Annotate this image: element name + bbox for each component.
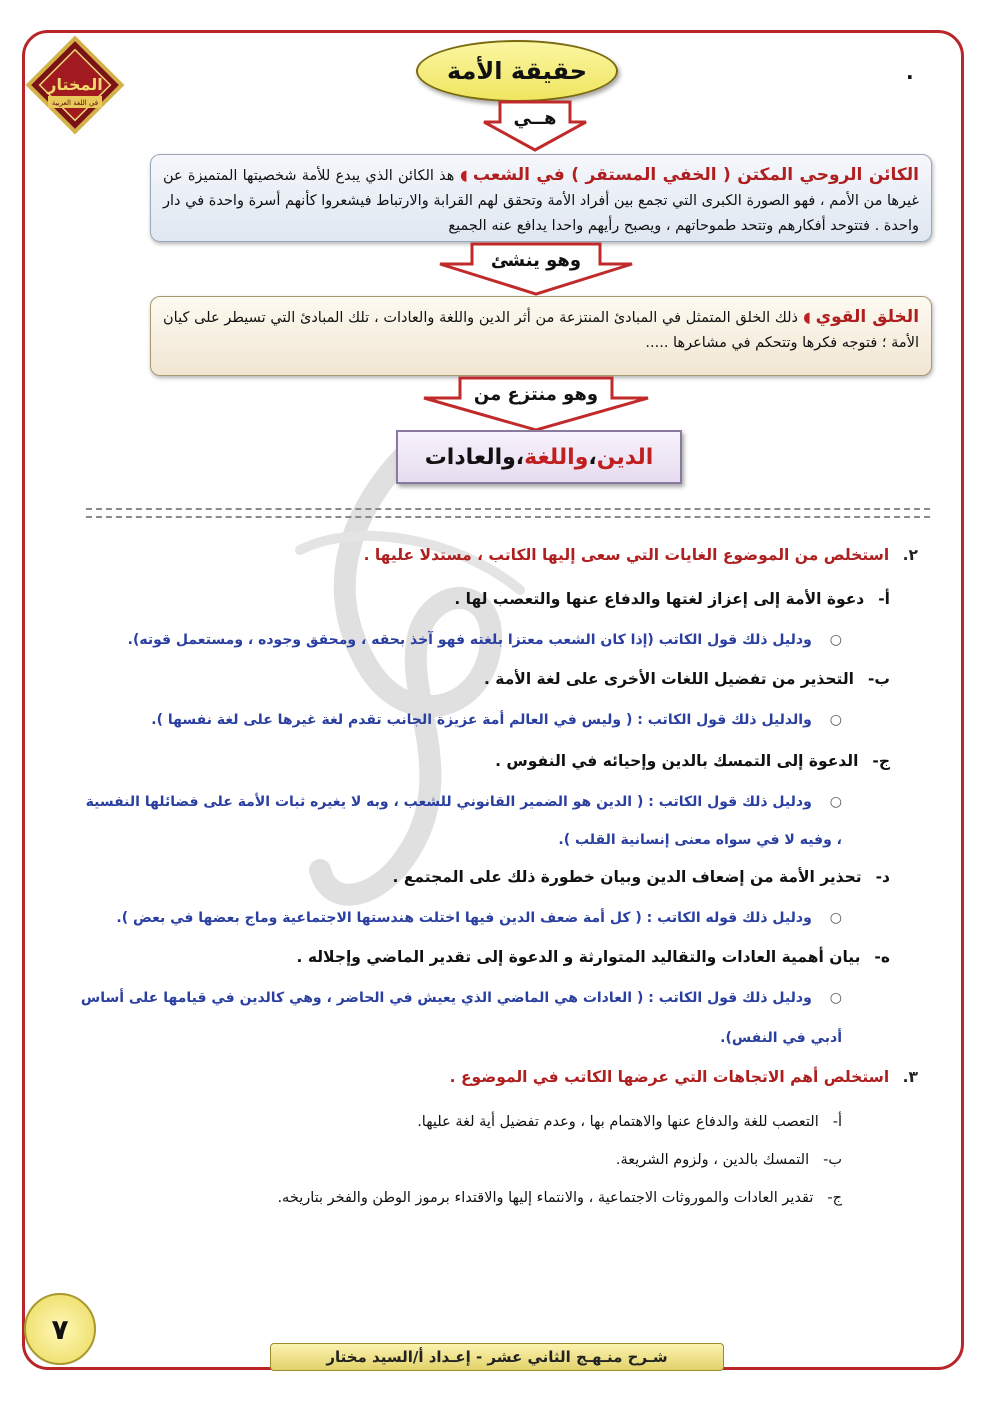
- morality-text: ذلك الخلق المتمثل في المبادئ المنتزعة من أثر الدين واللغة والعادات ، تلك المبادئ التي تسيطر على كيان الأمة ؛ فتوجه فكرها وتتحكم في مشاعرها .....: [163, 310, 919, 351]
- q2-item-e: [297, 948, 890, 966]
- source-religion: الدين: [596, 444, 654, 470]
- item-letter: أ-: [878, 590, 890, 608]
- question-text: استخلص من الموضوع الغايات التي سعى إليها الكاتب ، مستدلا عليها .: [363, 546, 890, 564]
- q2-evidence-e-cont: [60, 1020, 842, 1056]
- item-letter: ب-: [867, 670, 890, 688]
- evidence-text: أدبي في النفس).: [720, 1030, 842, 1046]
- definition-text: هذ الكائن الذي يبدع للأمة شخصيتها المتميزة عن غيرها من الأمم ، فهو الصورة الكبرى التي تجمع بين أفراد الأمة وتحقق لهم القرابة والارتباط فيشعروا كأنهم أسرة واحدة في دار واحدة . فتتوحد أفكارهم وتتحد طموحاتهم ، ويصبح رأيهم واحدا يدافع عنه الجميع: [163, 168, 919, 234]
- question-number: ٢.: [902, 546, 918, 564]
- q2-evidence-e: [60, 980, 842, 1016]
- item-text: بيان أهمية العادات والتقاليد المتوارثة و الدعوة إلى تقدير الماضي وإجلاله .: [296, 948, 861, 966]
- item-text: تقدير العادات والموروثات الاجتماعية ، والانتماء إليها والاقتداء برموز الوطن والفخر بتاريخه.: [277, 1190, 814, 1206]
- evidence-text: ، وفيه لا في سواه معنى إنسانية القلب ).: [558, 832, 842, 848]
- item-text: دعوة الأمة إلى إعزاز لغتها والدفاع عنها والتعصب لها .: [454, 590, 865, 608]
- q2-item-b: [484, 670, 890, 688]
- q2-item-c: [495, 752, 890, 770]
- source-language: واللغة: [524, 444, 589, 470]
- arrow-label-creates: وهو ينشئ: [490, 250, 582, 271]
- q2-item-a: [454, 590, 890, 608]
- definition-box: [150, 154, 932, 242]
- q2-item-d: [393, 868, 890, 886]
- sources-box: [396, 430, 682, 484]
- q3-item-b: [616, 1152, 842, 1168]
- page-title: حقيقة الأمة: [416, 40, 618, 102]
- q2-evidence-c: [60, 784, 842, 820]
- item-letter: د-: [875, 868, 890, 886]
- source-customs: والعادات: [424, 444, 516, 470]
- q2-evidence-a: [60, 622, 842, 658]
- item-text: الدعوة إلى التمسك بالدين وإحيائه في النفوس .: [495, 752, 859, 770]
- circle-bullet-icon: ○: [829, 990, 842, 1006]
- circle-bullet-icon: ○: [829, 910, 842, 926]
- separator: ،: [515, 444, 525, 470]
- item-letter: ج-: [872, 752, 890, 770]
- arrow-label-hiya: هــي: [513, 108, 557, 129]
- morality-highlight: الخلق القوي: [815, 307, 920, 327]
- page-number: ٧: [24, 1293, 96, 1365]
- evidence-text: والدليل ذلك قول الكاتب : ( وليس في العالم أمة عزيزة الجانب تقدم لغة غيرها على لغة نفسها ).: [151, 712, 812, 728]
- item-text: التحذير من تفضيل اللغات الأخرى على لغة الأمة .: [484, 670, 854, 688]
- item-text: التمسك بالدين ، ولزوم الشريعة.: [615, 1152, 810, 1168]
- item-letter: أ-: [832, 1114, 842, 1130]
- item-text: التعصب للغة والدفاع عنها والاهتمام بها ، وعدم تفضيل أية لغة عليها.: [417, 1114, 819, 1130]
- separator: ،: [588, 444, 597, 470]
- q2-evidence-b: [60, 702, 842, 738]
- question-number: ٣.: [902, 1068, 918, 1086]
- item-text: تحذير الأمة من إضعاف الدين وبيان خطورة ذلك على المجتمع .: [392, 868, 862, 886]
- question-3: [450, 1068, 918, 1086]
- question-2: [364, 546, 918, 564]
- morality-box: [150, 296, 932, 376]
- circle-bullet-icon: ○: [829, 712, 842, 728]
- evidence-text: ودليل ذلك قوله الكاتب : ( كل أمة ضعف الدين فيها اختلت هندستها الاجتماعية وماج بعضها في بعض ).: [116, 910, 812, 926]
- footer-banner: شـرح منـهـج الثاني عشر - إعـداد أ/السيد مختار: [270, 1343, 724, 1371]
- logo-name: المختار: [47, 75, 103, 94]
- definition-highlight: الكائن الروحي المكتن ( الخفي المستقر ) في الشعب: [472, 165, 919, 185]
- q2-evidence-d: [60, 900, 842, 936]
- evidence-text: ودليل ذلك قول الكاتب : ( الدين هو الضمير القانوني للشعب ، وبه لا يغيره ثبات الأمة على فضائلها النفسية: [85, 794, 812, 810]
- item-letter: ج-: [827, 1190, 842, 1206]
- bullet-icon: ◖: [797, 310, 811, 326]
- divider: [86, 508, 930, 518]
- brand-logo: [20, 30, 130, 140]
- item-letter: ه-: [874, 948, 890, 966]
- q3-item-a: [417, 1114, 842, 1130]
- corner-dot: .: [906, 60, 914, 84]
- question-text: استخلص أهم الاتجاهات التي عرضها الكاتب في الموضوع .: [449, 1068, 890, 1086]
- bullet-icon: ◖: [454, 168, 468, 184]
- q2-evidence-c-cont: [60, 822, 842, 858]
- evidence-text: ودليل ذلك قول الكاتب (إذا كان الشعب معتزا بلغته فهو آخذ بحقه ، ومحقق وجوده ، ومستعمل قوته).: [127, 632, 812, 648]
- q3-item-c: [277, 1190, 842, 1206]
- evidence-text: ودليل ذلك قول الكاتب : ( العادات هي الماضي الذي يعيش في الحاضر ، وهي كالدين في قيامها على أساس: [80, 990, 812, 1006]
- circle-bullet-icon: ○: [829, 632, 842, 648]
- logo-sub: في اللغة العربية: [51, 99, 99, 107]
- arrow-label-derived: وهو منتزع من: [473, 384, 599, 405]
- circle-bullet-icon: ○: [829, 794, 842, 810]
- item-letter: ب-: [823, 1152, 842, 1168]
